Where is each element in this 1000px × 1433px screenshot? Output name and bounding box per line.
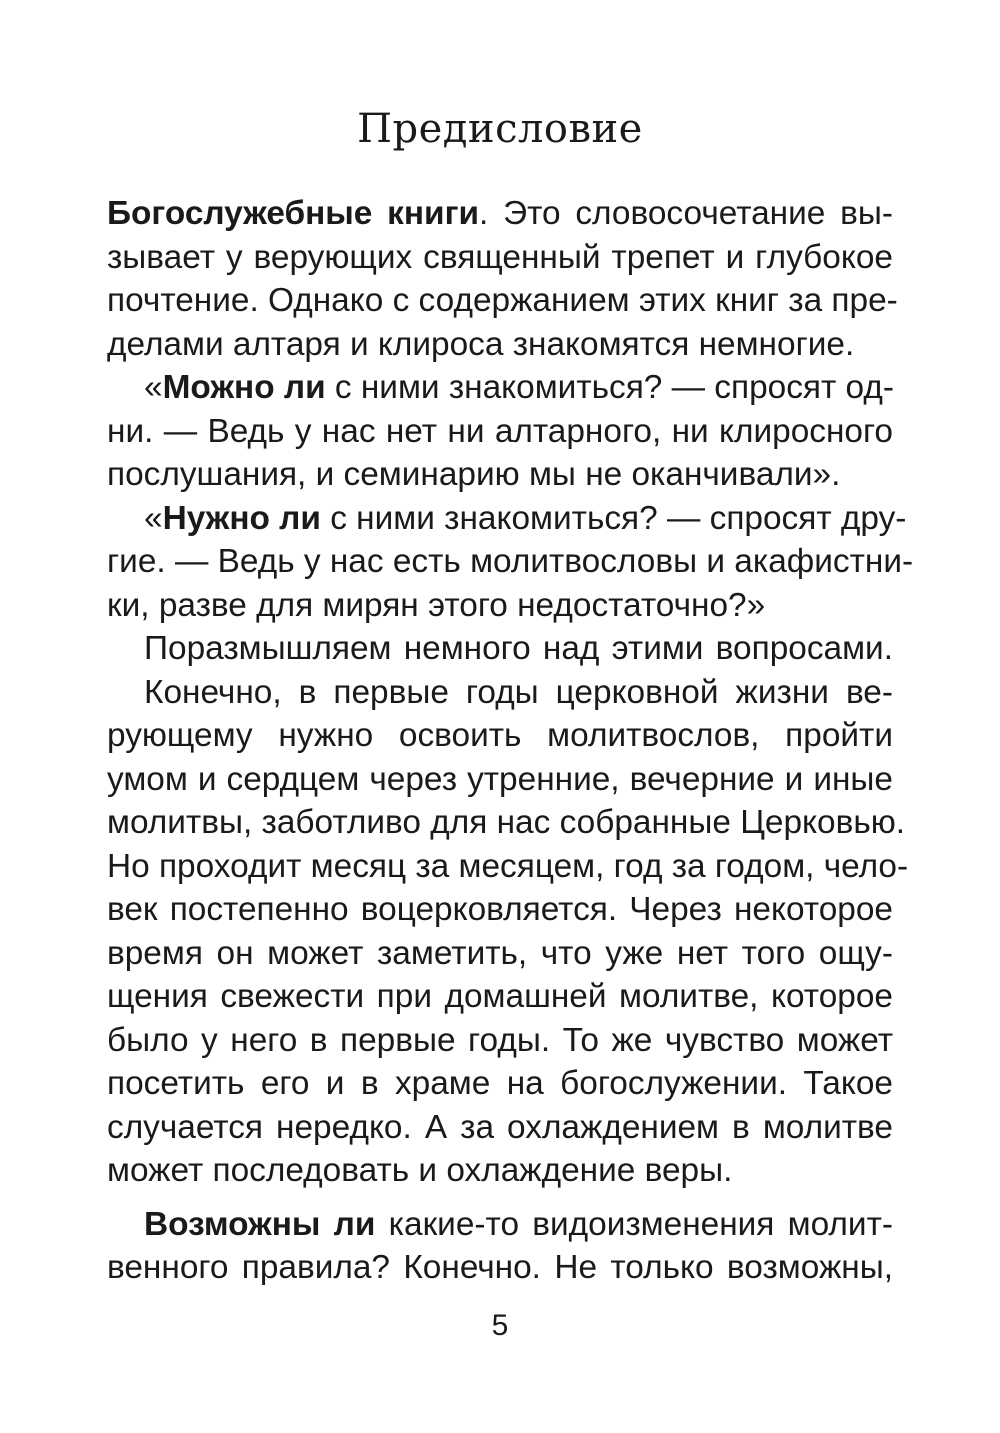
text-line: было у него в первые годы. То же чувство может [107, 1021, 893, 1059]
paragraph [107, 366, 893, 497]
text-line: умом и сердцем через утренние, вечерние и иные [107, 760, 893, 798]
bold-term: Богослужебные книги [107, 195, 480, 232]
text-line: посетить его и в храме на богослужении. Такое [107, 1065, 893, 1102]
text-line: Конечно, в первые годы церковной жизни ве- [144, 673, 893, 711]
text-line: венного правила? Конечно. Не только возможны, [107, 1249, 893, 1286]
paragraph [107, 627, 893, 671]
text-line: почтение. Однако с содержанием этих книг за пре- [107, 282, 898, 319]
page-number: 5 [491, 1309, 509, 1342]
text-line: Но проходит месяц за месяцем, год за годом, чело- [107, 847, 909, 885]
bold-term: Возможны ли [144, 1205, 376, 1243]
text-line: случается нередко. А за охлаждением в молитве [107, 1108, 893, 1146]
text-line: «Нужно ли с ними знакомиться? — спросят дру- [144, 499, 907, 537]
bold-term: Можно ли [162, 369, 326, 406]
bold-term: Нужно ли [162, 499, 321, 537]
paragraph [107, 671, 909, 1193]
text-line: гие. — Ведь у нас есть молитвословы и акафистни- [107, 543, 914, 580]
text-line: Возможны ли какие-то видоизменения молит- [144, 1205, 893, 1243]
text-line: ки, разве для мирян этого недостаточно?» [107, 586, 766, 624]
chapter-title: Предисловие [357, 106, 643, 152]
text-line: век постепенно воцерковляется. Через некоторое [107, 891, 893, 928]
text-line: делами алтаря и клироса знакомятся немногие. [107, 325, 855, 363]
text-line: зывает у верующих священный трепет и глубокое [107, 238, 893, 276]
text-line: может последовать и охлаждение веры. [107, 1152, 733, 1189]
paragraph [107, 1203, 893, 1290]
text-line: время он может заметить, что уже нет того ощу- [107, 934, 893, 972]
text-line: «Можно ли с ними знакомиться? — спросят од- [144, 369, 894, 406]
text-line: щения свежести при домашней молитве, которое [107, 978, 893, 1015]
text-line: Поразмышляем немного над этими вопросами. [144, 630, 893, 667]
text-line: ни. — Ведь у нас нет ни алтарного, ни клиросного [107, 412, 893, 450]
text-line: рующему нужно освоить молитвослов, пройти [107, 717, 893, 754]
body-text [107, 192, 914, 1290]
text-line: послушания, и семинарию мы не оканчивали». [107, 456, 841, 493]
paragraph [107, 192, 898, 366]
paragraph [107, 497, 914, 628]
text-line: Богослужебные книги. Это словосочетание вы- [107, 195, 893, 232]
text-line: молитвы, заботливо для нас собранные Церковью. [107, 804, 906, 841]
